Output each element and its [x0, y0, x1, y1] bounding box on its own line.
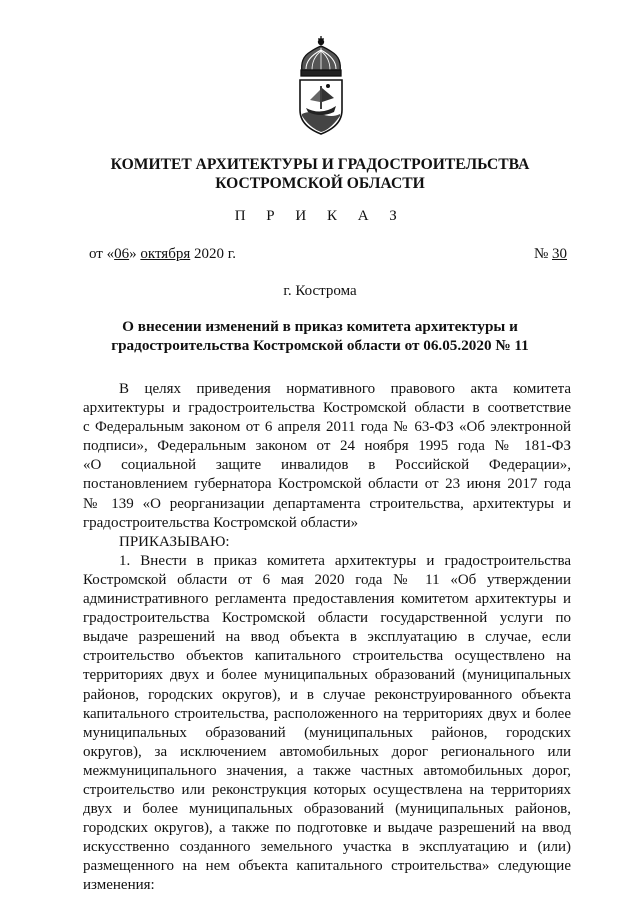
body-line: с Федеральным законом от 6 апреля 2011 года № 63-ФЗ «Об электронной [83, 419, 571, 436]
document-number [534, 246, 567, 263]
document-subject [0, 317, 640, 355]
date-month: октября [140, 246, 191, 262]
subject-line-1: О внесении изменений в приказ комитета архитектуры и [122, 318, 518, 335]
body-line: изменения: [83, 877, 155, 894]
issuing-authority-line-1: КОМИТЕТ АРХИТЕКТУРЫ И ГРАДОСТРОИТЕЛЬСТВА [110, 156, 530, 173]
body-line: строительство или реконструкция которых осуществлена на территориях [83, 781, 571, 798]
body-line: ПРИКАЗЫВАЮ: [119, 533, 230, 550]
body-line: территориях двух и более муниципальных образований (муниципальных [83, 667, 571, 684]
body-line: постановлением губернатора Костромской области от 23 июня 2017 года [83, 476, 571, 493]
issue-city: г. Кострома [283, 283, 357, 299]
body-line: капитального строительства, расположенного на территориях двух и более [83, 705, 571, 722]
document-type: П Р И К А З [234, 208, 406, 224]
body-line: 1. Внести в приказ комитета архитектуры и градостроительства [119, 552, 571, 569]
body-line: округов), за исключением автомобильных дорог регионального или [83, 743, 571, 760]
body-line: градостроительства Костромской области» [83, 514, 359, 531]
number-prefix: № [533, 246, 552, 262]
date-separator: » [129, 246, 141, 262]
body-line: выдаче разрешений на ввод объекта в эксплуатацию в случае, если [83, 629, 571, 646]
body-line: районов, городских округов), и в случае реконструированного объекта [83, 686, 571, 703]
body-line: подписи», Федеральным законом от 24 ноября 1995 года № 181-ФЗ [83, 438, 571, 455]
body-line: административного регламента предоставления комитетом архитектуры и [83, 591, 571, 608]
issuing-authority [0, 155, 640, 193]
body-line: муниципальных образований (муниципальных районов, городских [83, 724, 571, 741]
date-day: 06 [114, 246, 130, 262]
body-line: № 139 «О реорганизации департамента строительства, архитектуры и [83, 495, 571, 512]
body-line: строительство объектов капитального строительства осуществлено на [83, 648, 571, 665]
body-line: градостроительства Костромской области государственной услуги по [83, 610, 571, 627]
body-line: архитектуры и градостроительства Костромской области в соответствие [83, 400, 571, 417]
subject-line-2: градостроительства Костромской области от 06.05.2020 № 11 [111, 337, 529, 354]
body-line: межмуниципального значения, а также частных автомобильных дорог, [83, 762, 571, 779]
document-date [89, 246, 236, 263]
body-line: Костромской области от 6 мая 2020 года № 11 «Об утверждении [83, 571, 571, 588]
issuing-authority-line-2: КОСТРОМСКОЙ ОБЛАСТИ [215, 175, 425, 192]
date-year: 2020 г. [190, 246, 236, 262]
body-line: В целях приведения нормативного правового акта комитета [119, 381, 571, 397]
coat-of-arms-emblem [292, 36, 350, 136]
body-line: двух и более муниципальных образований (муниципальных районов, [83, 801, 571, 818]
date-prefix: от « [89, 246, 115, 262]
document-body [83, 380, 571, 896]
body-line: «О социальной защите инвалидов в Российской Федерации», [83, 457, 571, 474]
body-line: искусственно созданного земельного участка в эксплуатацию и (или) [83, 839, 571, 856]
number-value: 30 [552, 246, 567, 262]
body-line: размещенного на нем объекта капитального строительства» следующие [83, 858, 571, 875]
body-line: городских округов), а также по подготовке и выдаче разрешений на ввод [83, 820, 571, 837]
